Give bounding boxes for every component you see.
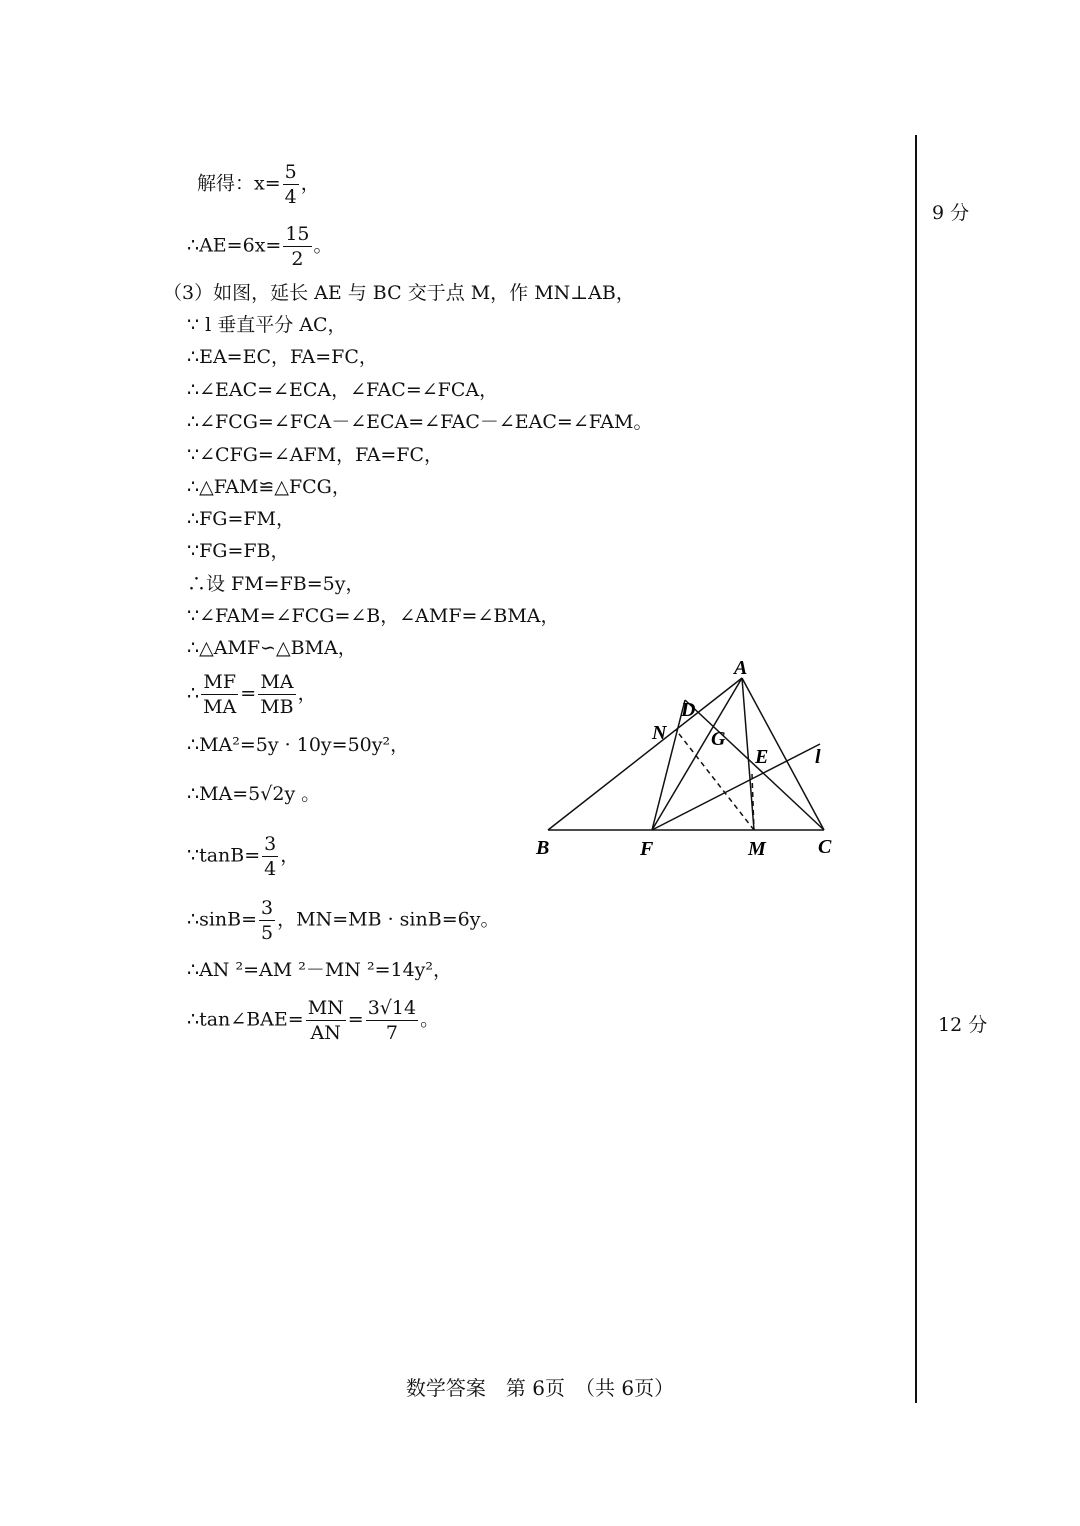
label-f: F xyxy=(640,838,654,860)
label-a: A xyxy=(734,657,748,679)
score-9: 9 分 xyxy=(932,202,970,224)
proof-line: ∴∠FCG=∠FCA－∠ECA=∠FAC－∠EAC=∠FAM。 xyxy=(187,411,653,433)
score-12: 12 分 xyxy=(938,1014,988,1036)
proof-line: ∴MA=5√2y 。 xyxy=(187,783,321,805)
proof-line: ∴EA=EC，FA=FC， xyxy=(187,346,378,368)
label-m: M xyxy=(748,838,766,860)
proof-line: ∴设 FM=FB=5y， xyxy=(187,573,365,595)
fraction: $\frac{3√14}{7}$ xyxy=(367,997,417,1044)
fraction: $\frac{3}{4}$ xyxy=(264,833,277,880)
segment-em-dashed xyxy=(752,774,754,830)
tanb-line: ∵tanB= $\frac{3}{4}$ ， xyxy=(187,833,300,880)
label-d: D xyxy=(681,699,696,721)
part3-intro: （3）如图，延长 AE 与 BC 交于点 M，作 MN⊥AB， xyxy=(163,282,635,304)
proof-line: ∴MA²=5y · 10y=50y²， xyxy=(187,734,410,756)
page-footer: 数学答案 第 6页 （共 6页） xyxy=(405,1376,675,1400)
segment-ab xyxy=(548,678,742,830)
proof-line: ∵∠CFG=∠AFM，FA=FC， xyxy=(187,444,443,466)
proof-line: ∵ l 垂直平分 AC， xyxy=(187,314,347,336)
fraction: $\frac{MA}{MB}$ xyxy=(260,671,294,718)
solve-x-line: 解得：x= $\frac{5}{4}$ ， xyxy=(197,161,320,208)
geometry-figure xyxy=(530,650,850,870)
label-e: E xyxy=(755,746,769,768)
proof-line: ∵∠FAM=∠FCG=∠B，∠AMF=∠BMA， xyxy=(187,605,560,627)
proof-line: ∴△FAM≌△FCG， xyxy=(187,476,351,498)
proof-line: ∴AN ²=AM ²－MN ²=14y²， xyxy=(187,959,453,981)
label-g: G xyxy=(711,728,726,750)
tan-bae-line: ∴tan∠BAE= $\frac{MN}{AN}$ = $\frac{3√14}{7}$ 。 xyxy=(187,997,440,1044)
ae-value-line: ∴AE=6x= $\frac{15}{2}$ 。 xyxy=(187,223,333,270)
label-c: C xyxy=(818,836,832,858)
fraction: $\frac{3}{5}$ xyxy=(261,897,274,944)
label-b: B xyxy=(536,837,550,859)
label-l: l xyxy=(815,746,821,768)
label-n: N xyxy=(652,722,667,744)
fraction: $\frac{15}{2}$ xyxy=(285,223,310,270)
ratio-line: ∴ $\frac{MF}{MA}$ = $\frac{MA}{MB}$ ， xyxy=(187,671,317,718)
proof-line: ∴FG=FM， xyxy=(187,508,296,530)
fraction: $\frac{5}{4}$ xyxy=(284,161,297,208)
margin-rule xyxy=(915,135,917,1403)
proof-line: ∴∠EAC=∠ECA，∠FAC=∠FCA， xyxy=(187,379,499,401)
sinb-line: ∴sinB= $\frac{3}{5}$ ，MN=MB · sinB=6y。 xyxy=(187,897,500,944)
fraction: $\frac{MF}{MA}$ xyxy=(203,671,237,718)
fraction: $\frac{MN}{AN}$ xyxy=(307,997,344,1044)
proof-line: ∴△AMF∽△BMA， xyxy=(187,637,357,659)
proof-line: ∵FG=FB， xyxy=(187,540,290,562)
